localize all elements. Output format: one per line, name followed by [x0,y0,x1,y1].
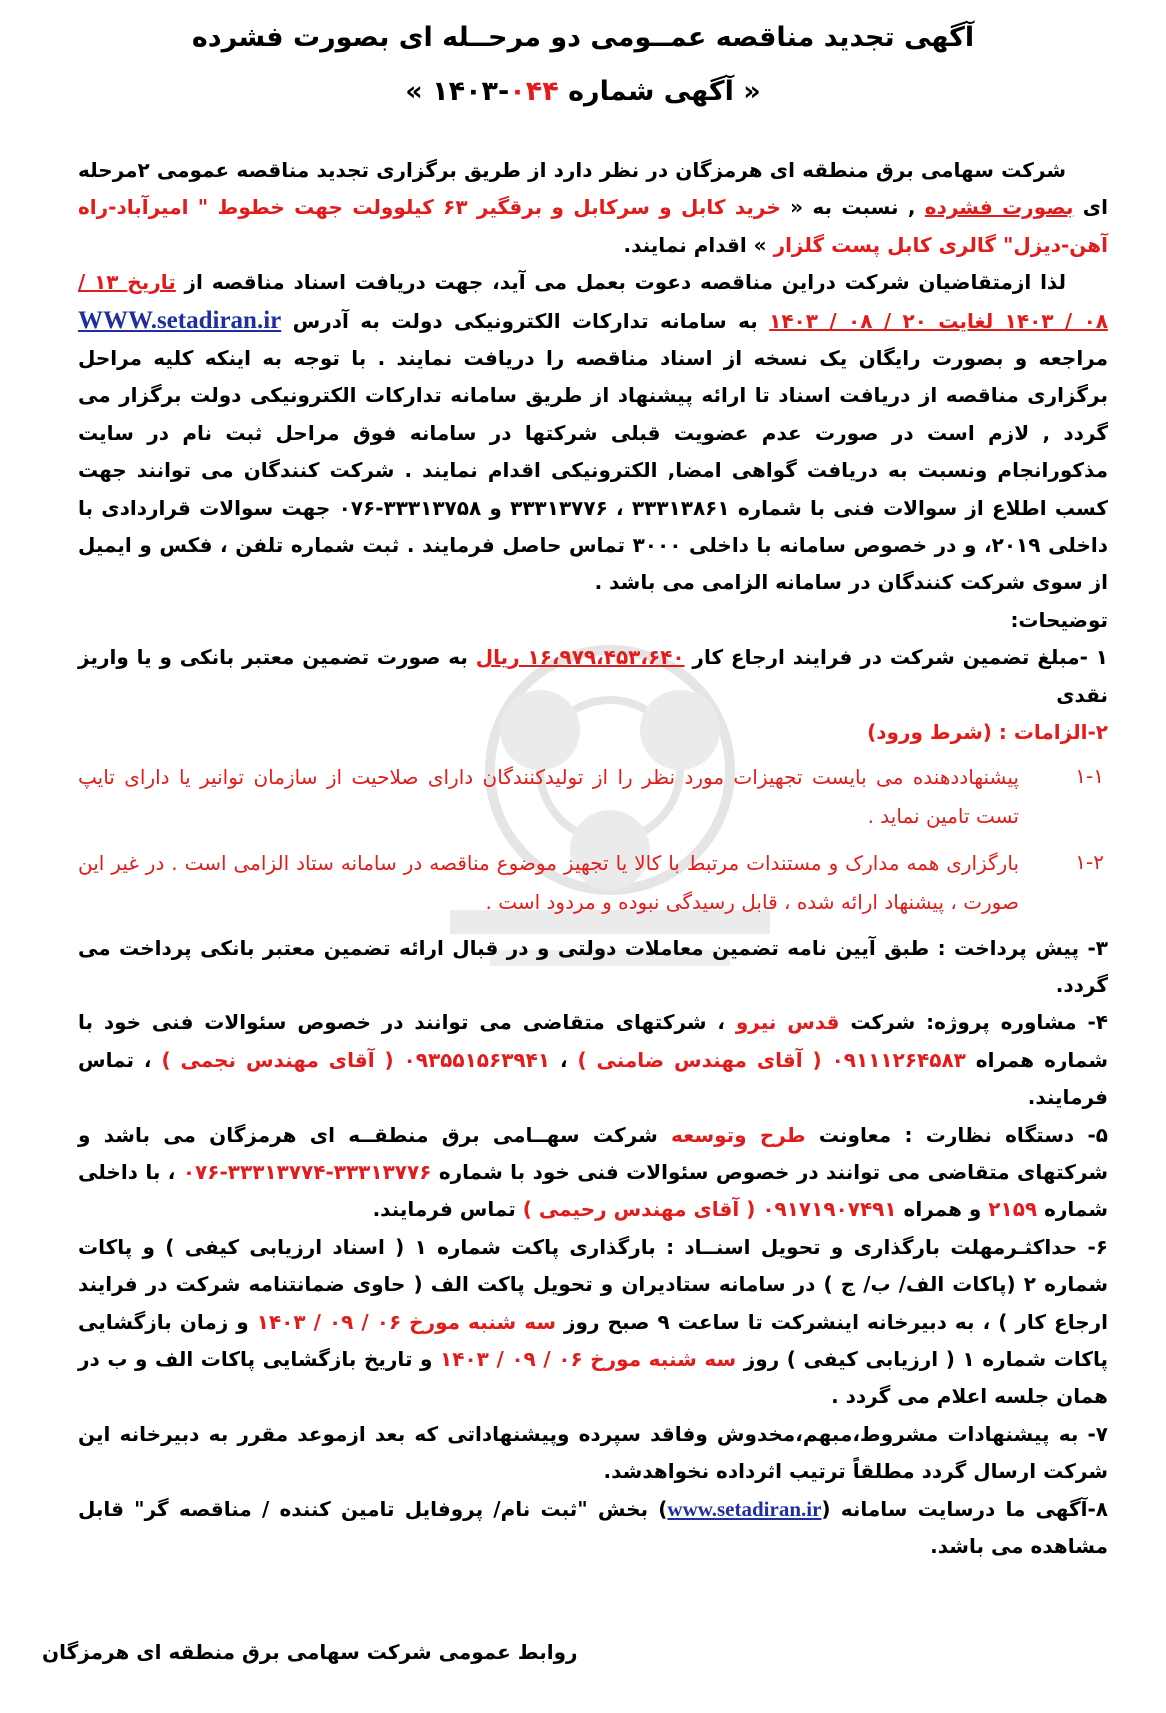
document-dates: تاریخ ۱۳ / ۰۸ / ۱۴۰۳ لغایت ۲۰ / ۰۸ / ۱۴۰۳ [78,270,1108,333]
requirement-1-number: ۱-۱ [1075,763,1104,788]
notice-body [78,152,1108,1565]
requirement-2-text: بارگزاری همه مدارک و مستندات مرتبط با کالا یا تجهیز موضوع مناقصه در سامانه ستاد الزامی است . در غیر این صورت ، پیشنهاد ارائه شده ، قابل رسیدگی نبوده و مردود است . [78,850,1019,914]
footer-public-relations: روابط عمومی شرکت سهامی برق منطقه ای هرمزگان [42,1640,578,1664]
guarantee-amount: ۱۶،۹۷۹،۴۵۳،۶۴۰ ریال [475,645,685,670]
setadiran-link[interactable]: WWW.setadiran.ir [78,306,282,334]
notice-title: آگهی تجدید مناقصه عمــومی دو مرحــله ای بصورت فشرده [191,22,975,53]
requirement-1 [78,758,1108,836]
invitation-paragraph: لذا ازمتقاضیان شرکت دراین مناقصه دعوت بعمل می آید، جهت دریافت اسناد مناقصه از تاریخ ۱۳ / ۰۸ / ۱۴۰۳ لغایت ۲۰ / ۰۸ / ۱۴۰۳ به سامانه تدارکات الکترونیکی دولت به آدرس WWW.setadiran.ir مراجعه و بصورت رایگان یک نسخه از اسناد مناقصه را دریافت نمایند . با توجه به اینکه کلیه مراحل برگزاری مناقصه از دریافت اسناد تا ارائه پیشنهاد از طریق سامانه تدارکات الکترونیکی دولت برگزار می گردد , لازم است در صورت عدم عضویت قبلی شرکتها در سامانه فوق مراحل ثبت نام در سایت مذکورانجام ونسبت به دریافت گواهی امضا, الکترونیکی اقدام نمایند . شرکت کنندگان می توانند جهت کسب اطلاع از سوالات فنی با شماره ۳۳۳۱۳۸۶۱ ، ۳۳۳۱۳۷۷۶ و ۳۳۳۱۳۷۵۸-۰۷۶ جهت سوالات قراردادی با داخلی ۲۰۱۹، و در خصوص سامانه با داخلی ۳۰۰۰ تماس حاصل فرمایند . ثبت شماره تلفن ، فکس و ایمیل از سوی شرکت کنندگان در سامانه الزامی می باشد . [78,270,1108,595]
setadiran-link-2[interactable]: www.setadiran.ir [667,1496,822,1521]
item-6-deadline: ۶- حداکثـرمهلت بارگذاری و تحویل اسنــاد : بارگذاری پاکت شماره ۱ ( اسناد ارزیابی کیفی ) و پاکات شماره ۲ (پاکات الف/ ب/ ج ) در سامانه ستادیران و تحویل پاکت الف ( حاوی ضمانتنامه شرکت در فرایند ارجاع کار ) ، به دبیرخانه اینشرکت تا ساعت ۹ صبح روز سه شنبه مورخ ۰۶ / ۰۹ / ۱۴۰۳ و زمان بازگشایی پاکات شماره ۱ ( ارزیابی کیفی ) روز سه شنبه مورخ ۰۶ / ۰۹ / ۱۴۰۳ و تاریخ بازگشایی پاکات الف و ب در همان جلسه اعلام می گردد . [78,1234,1109,1409]
requirement-2-number: ۱-۲ [1075,849,1104,874]
requirement-1-text: پیشنهاددهنده می بایست تجهیزات مورد نظر را از تولیدکنندگان دارای صلاحیت از سازمان توانیر یا دارای تایپ تست تامین نماید . [78,764,1019,828]
item-2-requirements-heading: ۲-الزامات : (شرط ورود) [867,720,1108,745]
compact-form-phrase: بصورت فشرده [924,195,1074,220]
item-4-consultant: ۴- مشاوره پروژه: شرکت قدس نیرو ، شرکتهای متقاضی می توانند در خصوص سئوالات فنی خود با شماره همراه ۰۹۱۱۱۲۶۴۵۸۳ ( آقای مهندس ضامنی ) ، ۰۹۳۵۵۱۵۶۳۹۴۱ ( آقای مهندس نجمی ) ، تماس فرمایند. [78,1010,1108,1110]
item-3-prepayment: ۳- پیش پرداخت : طبق آیین نامه تضمین معاملات دولتی و در قبال ارائه تضمین معتبر بانکی پرداخت می گردد. [78,935,1108,997]
item-8-website: ۸-آگهی ما درسایت سامانه (www.setadiran.ir) بخش "ثبت نام/ پروفایل تامین کننده / مناقصه گر" قابل مشاهده می باشد. [78,1496,1108,1558]
item-5-supervision: ۵- دستگاه نظارت : معاونت طرح وتوسعه شرکت سهــامی برق منطقــه ای هرمزگان می باشد و شرکتهای متقاضی می توانند در خصوص سئوالات فنی خود با شماره ۳۳۳۱۳۷۷۶-۳۳۳۱۳۷۷۴-۰۷۶ ، با داخلی شماره ۲۱۵۹ و همراه ۰۹۱۷۱۹۰۷۴۹۱ ( آقای مهندس رحیمی ) تماس فرمایند. [78,1122,1109,1222]
tender-subject: خرید کابل و سرکابل و برقگیر ۶۳ کیلوولت جهت خطوط " امیرآباد-راه آهن-دیزل" گالری کابل پست گلزار [78,195,1108,257]
requirement-2 [78,844,1108,922]
notice-number-red: ۰۴۴ [509,76,559,107]
item-7-conditional-bids: ۷- به پیشنهادات مشروط،مبهم،مخدوش وفاقد سپرده وپیشنهاداتی که بعد ازموعد مقرر به دبیرخانه این شرکت ارسال گردد مطلقاً ترتیب اثرداده نخواهدشد. [78,1421,1108,1484]
intro-paragraph: شرکت سهامی برق منطقه ای هرمزگان در نظر دارد از طریق برگزاری تجدید مناقصه عمومی ۲مرحله ای بصورت فشرده , نسبت به « خرید کابل و سرکابل و برقگیر ۶۳ کیلوولت جهت خطوط " امیرآباد-راه آهن-دیزل" گالری کابل پست گلزار » اقدام نمایند. [78,158,1108,257]
notes-heading: توضیحات: [1010,607,1108,632]
notice-number: « آگهی شماره ۰۴۴-۱۴۰۳ » [405,76,761,107]
item-1-guarantee: ۱ -مبلغ تضمین شرکت در فرایند ارجاع کار ۱۶،۹۷۹،۴۵۳،۶۴۰ ریال به صورت تضمین معتبر بانکی و یا واریز نقدی [78,645,1108,707]
